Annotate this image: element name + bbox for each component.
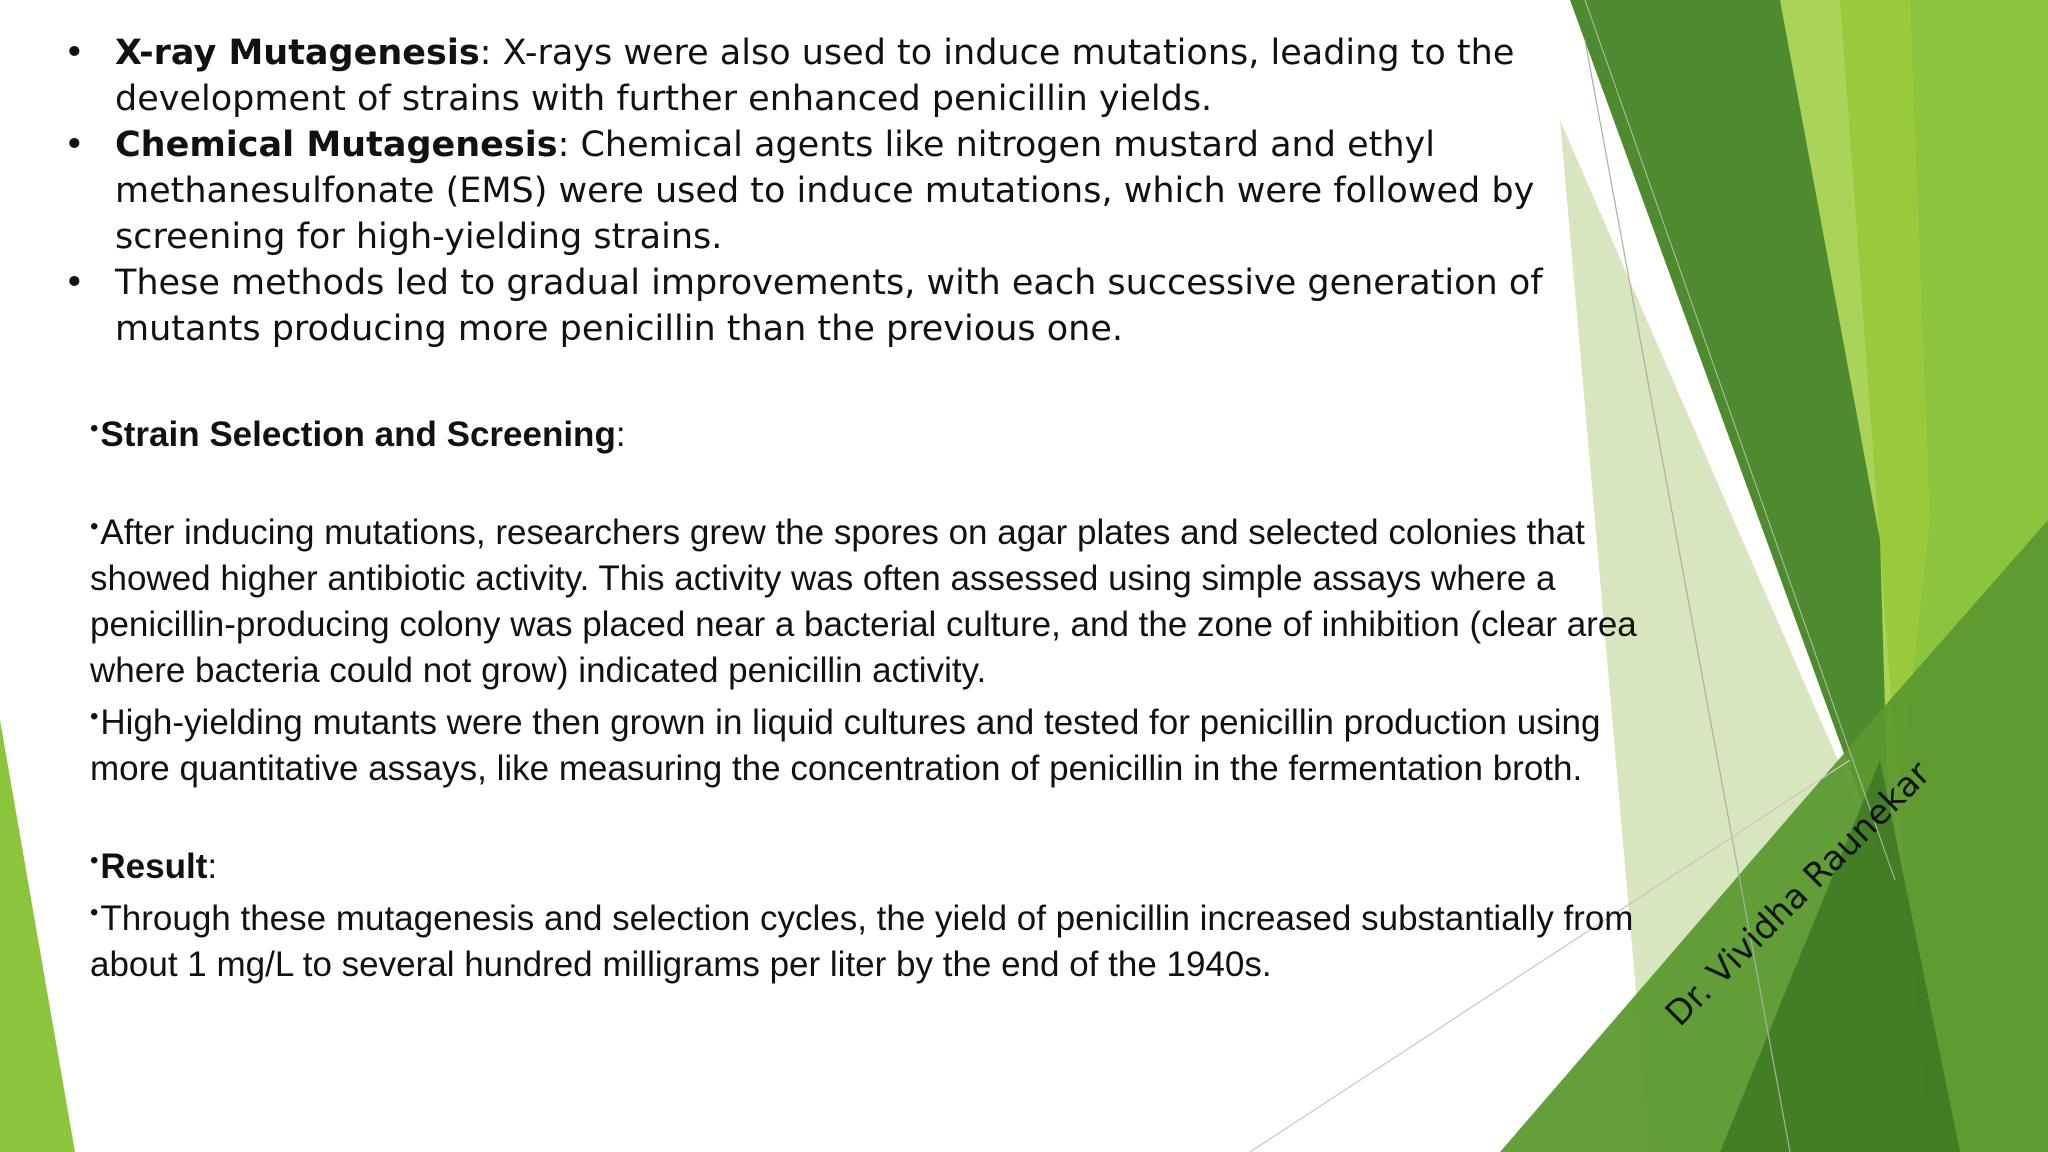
bullet-item-methods — [64, 260, 1624, 352]
bullet-bold-label: X-ray Mutagenesis — [115, 33, 480, 73]
bullet-item-xray — [64, 30, 1624, 122]
strain-and-result-block — [90, 406, 1650, 988]
top-bullet-list — [64, 30, 1624, 352]
bullet-item-chemical — [64, 122, 1624, 260]
bullet-text: These methods led to gradual improvements, with each successive generation of mutants producing more penicillin than the previous one. — [115, 263, 1543, 349]
bullet-glyph: • — [64, 263, 85, 303]
result-paragraph: •Through these mutagenesis and selection cycles, the yield of penicillin increased substantially from about 1 mg/L to several hundred milligrams per liter by the end of the 1940s. — [90, 899, 1634, 984]
strain-heading: •Strain Selection and Screening: — [90, 415, 626, 454]
bullet-text: : Chemical agents like nitrogen mustard and ethyl methanesulfonate (EMS) were used to induce mutations, which were followed by screening for high-yielding strains. — [115, 125, 1535, 257]
bullet-bold-label: Chemical Mutagenesis — [115, 125, 558, 165]
bullet-glyph: • — [64, 33, 85, 73]
bullet-glyph: • — [64, 125, 85, 165]
strain-paragraph-1: •After inducing mutations, researchers grew the spores on agar plates and selected colonies that showed higher antibiotic activity. This activity was often assessed using simple assays where a penicillin-producing colony was placed near a bacterial culture, and the zone of inhibition (clear area where bacteria could not grow) indicated penicillin activity. — [90, 513, 1637, 690]
strain-paragraph-2: •High-yielding mutants were then grown in liquid cultures and tested for penicillin production using more quantitative assays, like measuring the concentration of penicillin in the fermentation broth. — [90, 703, 1601, 788]
result-heading: •Result: — [90, 847, 218, 886]
author-watermark: Dr. Vividha Raunekar — [1657, 753, 1939, 1035]
bullet-text: : X-rays were also used to induce mutations, leading to the development of strains with further enhanced penicillin yields. — [115, 33, 1515, 119]
